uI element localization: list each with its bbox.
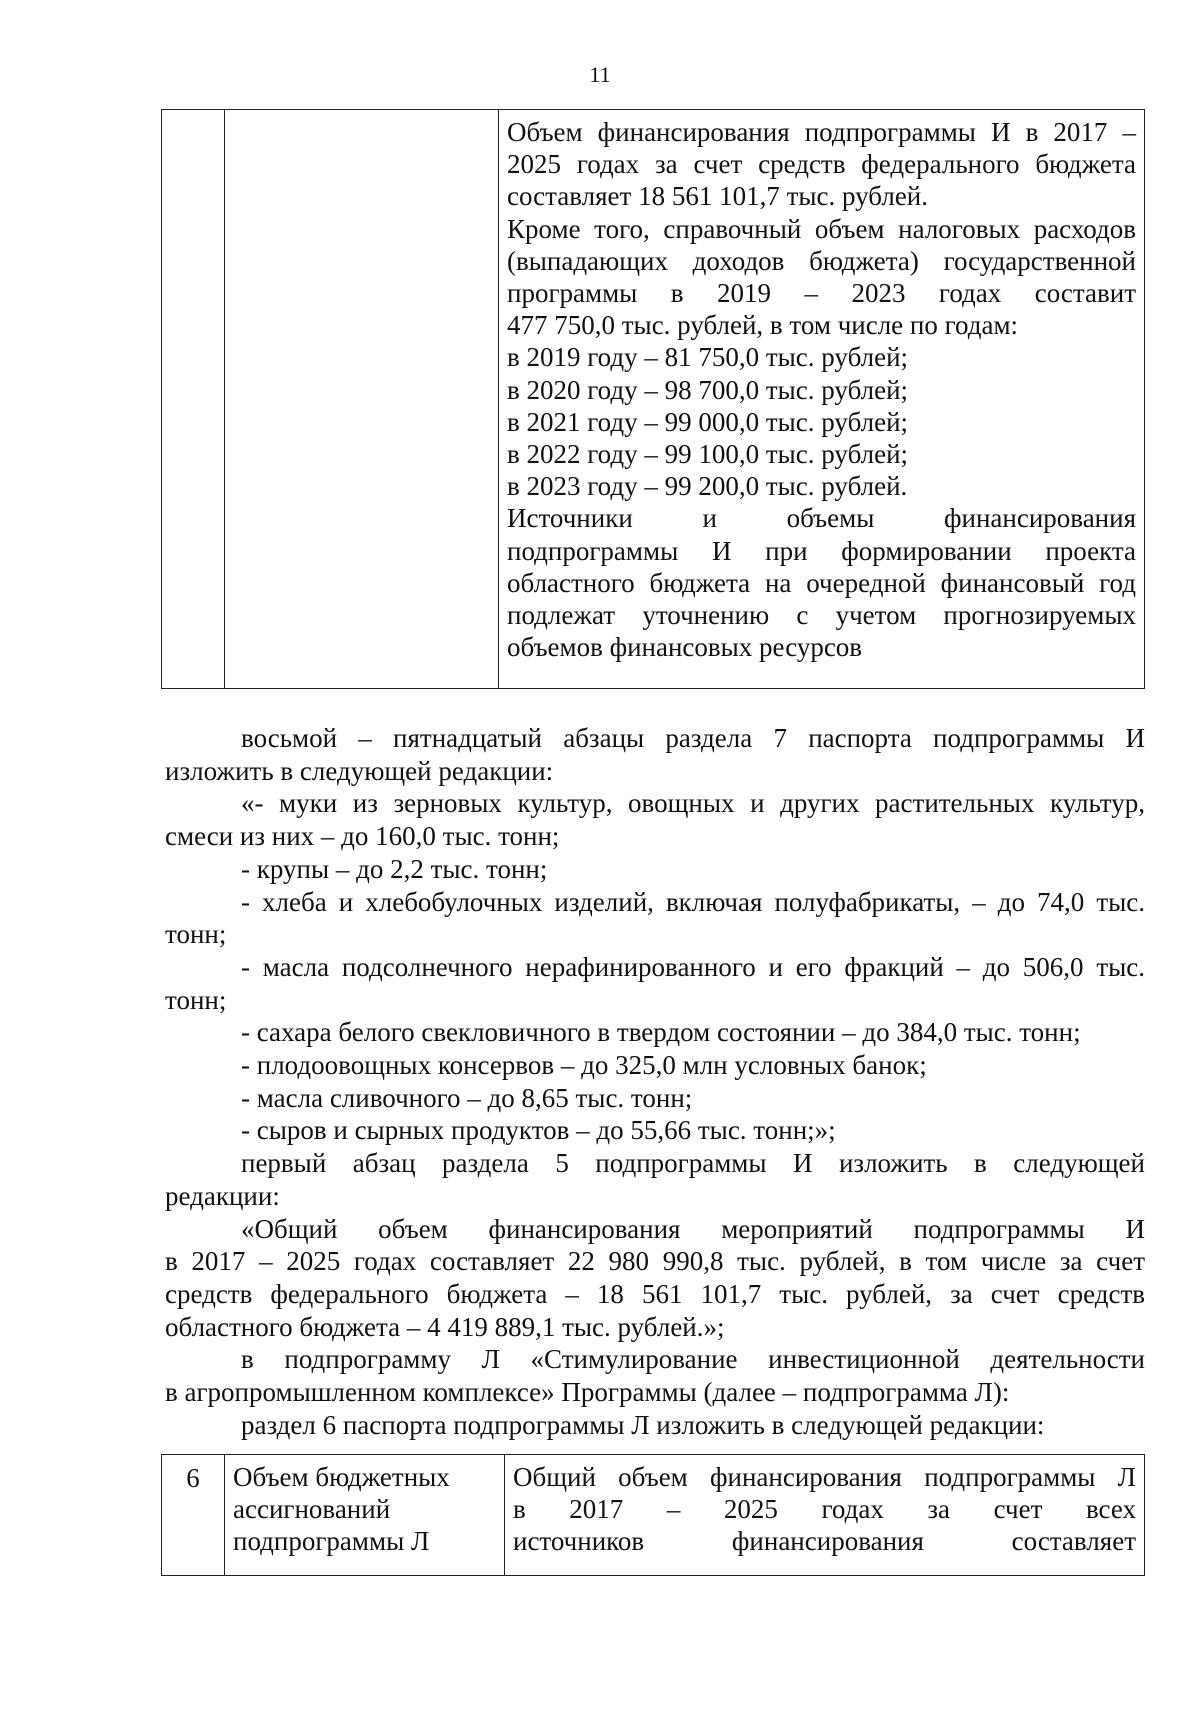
text-line: объемов финансовых ресурсов: [507, 632, 863, 663]
text-line: (выпадающих доходов бюджета) государственной: [507, 245, 1136, 276]
paragraph-line: в агропромышленном комплексе» Программы (далее – подпрограмма Л):: [165, 1377, 1010, 1408]
text-line: подпрограммы И при формировании проекта: [507, 535, 1136, 566]
body-text: [165, 722, 1145, 1441]
paragraph-line: - масла сливочного – до 8,65 тыс. тонн;: [241, 1082, 693, 1113]
paragraph-line: средств федерального бюджета – 18 561 101,7 тыс. рублей, за счет средств: [165, 1278, 1145, 1309]
text-line: Кроме того, справочный объем налоговых расходов: [507, 213, 1136, 244]
page-number: 11: [589, 62, 611, 87]
paragraph-line: изложить в следующей редакции:: [165, 755, 554, 786]
label-line: Объем бюджетных: [233, 1462, 450, 1492]
paragraph-line: «Общий объем финансирования мероприятий подпрограммы И: [241, 1213, 1145, 1244]
text-line: в 2017 – 2025 годах за счет всех: [513, 1494, 1136, 1524]
paragraph-line: в подпрограмму Л «Стимулирование инвестиционной деятельности: [241, 1344, 1145, 1375]
table-cell-content: [505, 1455, 1145, 1576]
text-line: программы в 2019 – 2023 годах составит: [507, 278, 1136, 309]
text-line: в 2021 году – 99 000,0 тыс. рублей;: [507, 406, 909, 437]
text-line: составляет 18 561 101,7 тыс. рублей.: [507, 181, 929, 212]
text-line: Источники и объемы финансирования: [507, 503, 1136, 534]
paragraph-line: - хлеба и хлебобулочных изделий, включая полуфабрикаты, – до 74,0 тыс.: [241, 886, 1145, 917]
text-line: в 2023 году – 99 200,0 тыс. рублей.: [507, 471, 908, 502]
table-cell-label: [225, 1455, 505, 1576]
passport-table-bottom: [161, 1454, 1145, 1576]
passport-table-top: [161, 109, 1145, 689]
text-line: в 2022 году – 99 100,0 тыс. рублей;: [507, 439, 909, 470]
table-cell-content: [499, 110, 1145, 689]
paragraph-line: областного бюджета – 4 419 889,1 тыс. рублей.»;: [165, 1311, 725, 1342]
paragraph-line: - плодоовощных консервов – до 325,0 млн условных банок;: [241, 1050, 927, 1081]
text-line: в 2020 году – 98 700,0 тыс. рублей;: [507, 374, 909, 405]
text-line: источников финансирования составляет: [513, 1526, 1136, 1556]
text-line: 2025 годах за счет средств федерального бюджета: [507, 149, 1136, 180]
paragraph-line: - крупы – до 2,2 тыс. тонн;: [241, 853, 548, 884]
paragraph-line: тонн;: [165, 984, 227, 1015]
text-line: Общий объем финансирования подпрограммы Л: [513, 1462, 1136, 1492]
text-line: 477 750,0 тыс. рублей, в том числе по годам:: [507, 310, 1019, 341]
paragraph-line: в 2017 – 2025 годах составляет 22 980 990,8 тыс. рублей, в том числе за счет: [165, 1246, 1145, 1277]
text-line: в 2019 году – 81 750,0 тыс. рублей;: [507, 342, 909, 373]
table-cell-number: [162, 110, 225, 689]
paragraph-line: - сыров и сырных продуктов – до 55,66 тыс. тонн;»;: [241, 1115, 836, 1146]
paragraph-line: тонн;: [165, 919, 227, 950]
table-cell-label: [225, 110, 499, 689]
text-line: Объем финансирования подпрограммы И в 2017 –: [507, 117, 1136, 147]
paragraph-line: раздел 6 паспорта подпрограммы Л изложить в следующей редакции:: [241, 1409, 1045, 1440]
paragraph-line: редакции:: [165, 1180, 280, 1211]
paragraph-line: смеси из них – до 160,0 тыс. тонн;: [165, 821, 560, 852]
label-line: подпрограммы Л: [233, 1526, 430, 1556]
paragraph-line: восьмой – пятнадцатый абзацы раздела 7 паспорта подпрограммы И: [241, 723, 1145, 753]
paragraph-line: - масла подсолнечного нерафинированного и его фракций – до 506,0 тыс.: [241, 951, 1145, 982]
paragraph-line: - сахара белого свекловичного в твердом состоянии – до 384,0 тыс. тонн;: [241, 1017, 1081, 1048]
paragraph-line: «- муки из зерновых культур, овощных и других растительных культур,: [241, 788, 1145, 819]
text-line: подлежат уточнению с учетом прогнозируемых: [507, 600, 1136, 631]
label-line: ассигнований: [233, 1494, 391, 1524]
paragraph-line: первый абзац раздела 5 подпрограммы И изложить в следующей: [241, 1148, 1145, 1179]
text-line: областного бюджета на очередной финансовый год: [507, 567, 1136, 598]
table-cell-number: 6: [162, 1455, 225, 1576]
